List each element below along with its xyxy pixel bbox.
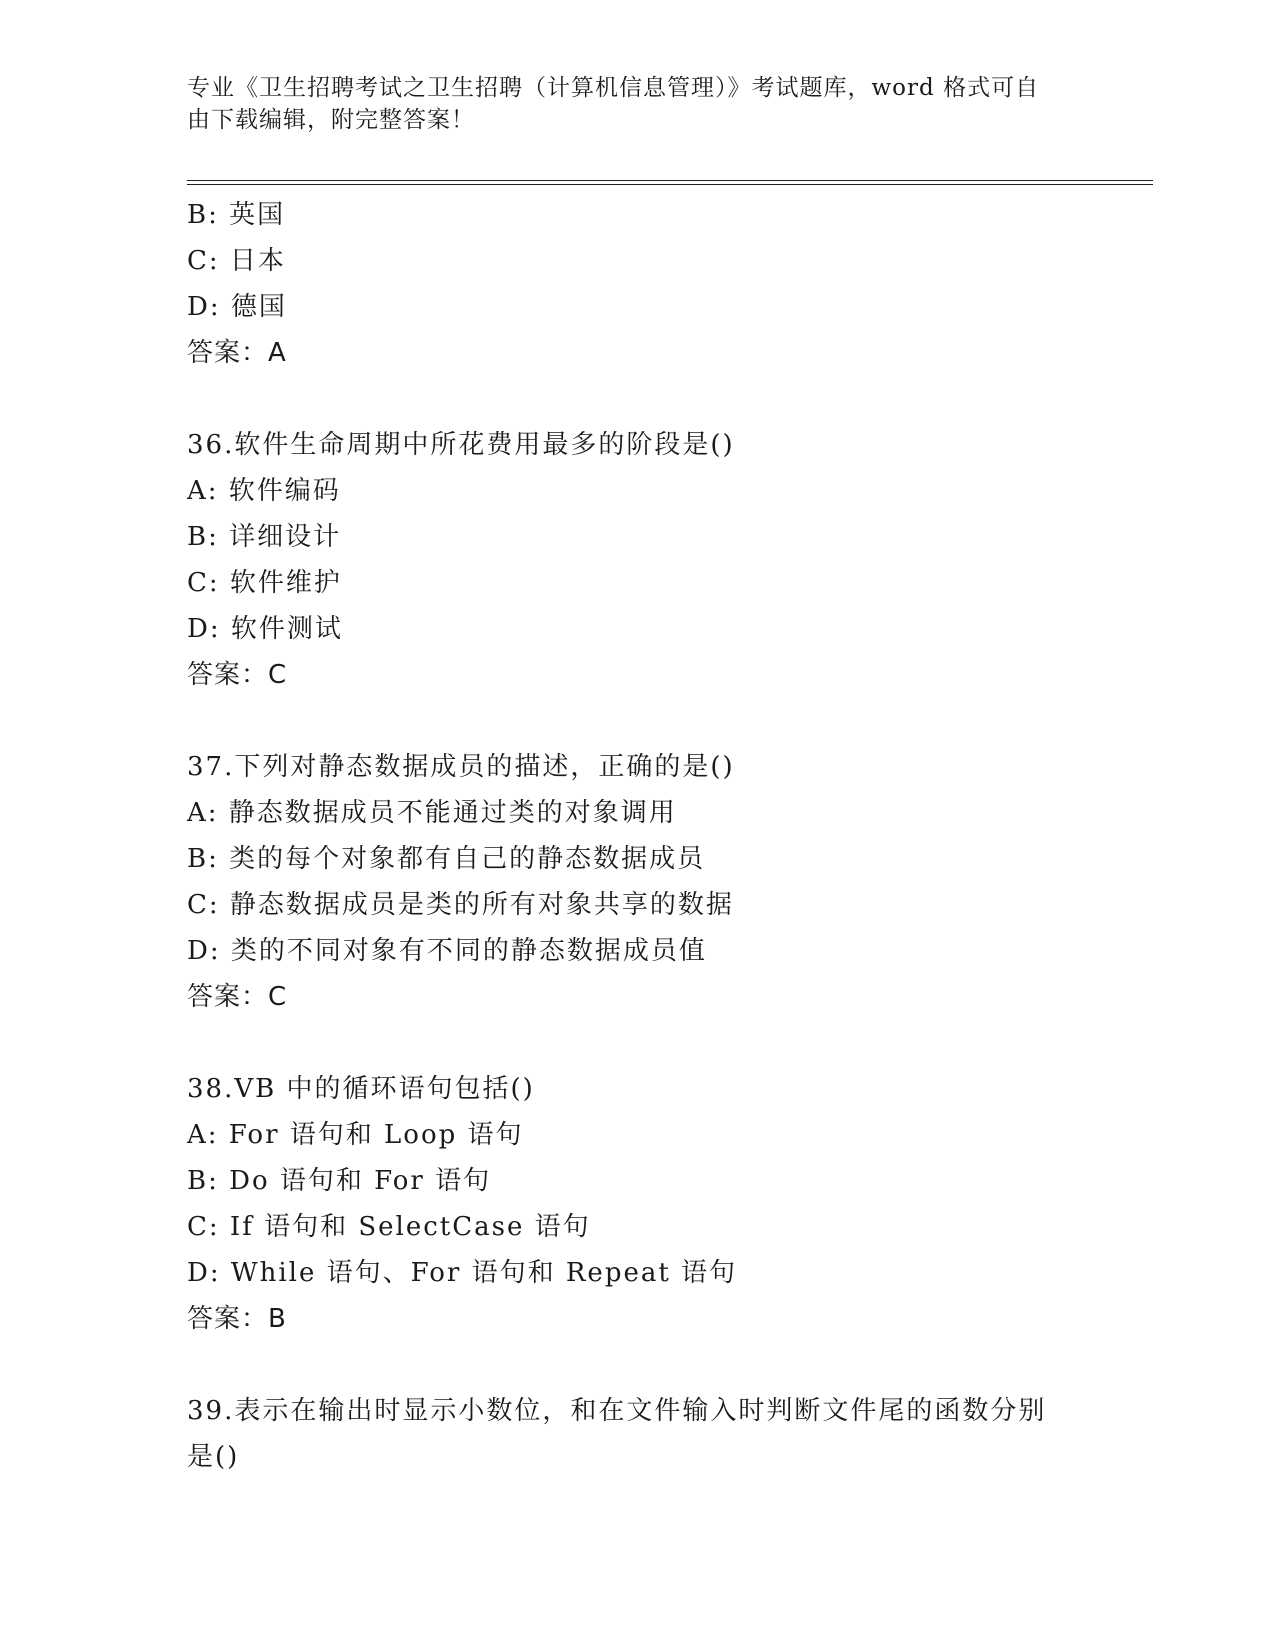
header-line-1: 专业《卫生招聘考试之卫生招聘（计算机信息管理）》考试题库，word 格式可自 — [187, 75, 1040, 101]
answer-line: 答案：C — [187, 660, 288, 690]
spacer — [187, 1020, 1087, 1066]
option-a: A: 静态数据成员不能通过类的对象调用 — [187, 798, 677, 828]
option-c: C: 静态数据成员是类的所有对象共享的数据 — [187, 890, 734, 920]
question-list — [187, 192, 1087, 1480]
document-header — [187, 72, 1067, 136]
question-39 — [187, 1388, 1087, 1480]
question-stem: 36.软件生命周期中所花费用最多的阶段是() — [187, 430, 735, 460]
question-stem: 38.VB 中的循环语句包括() — [187, 1074, 535, 1104]
option-c: C: 日本 — [187, 246, 286, 276]
answer-line: 答案：A — [187, 338, 287, 368]
spacer — [187, 698, 1087, 744]
header-line-2: 由下载编辑，附完整答案！ — [187, 107, 475, 133]
option-b: B: Do 语句和 For 语句 — [187, 1166, 492, 1196]
spacer — [187, 1342, 1087, 1388]
option-b: B: 类的每个对象都有自己的静态数据成员 — [187, 844, 706, 874]
option-d: D: 类的不同对象有不同的静态数据成员值 — [187, 936, 707, 966]
option-d: D: While 语句、For 语句和 Repeat 语句 — [187, 1258, 738, 1288]
option-a: A: For 语句和 Loop 语句 — [187, 1120, 524, 1150]
option-c: C: If 语句和 SelectCase 语句 — [187, 1212, 591, 1242]
question-35-continuation — [187, 192, 1087, 376]
option-d: D: 软件测试 — [187, 614, 343, 644]
spacer — [187, 376, 1087, 422]
answer-line: 答案：C — [187, 982, 288, 1012]
option-a: A: 软件编码 — [187, 476, 341, 506]
question-stem: 37.下列对静态数据成员的描述，正确的是() — [187, 752, 735, 782]
header-divider — [187, 180, 1153, 185]
option-c: C: 软件维护 — [187, 568, 342, 598]
answer-line: 答案：B — [187, 1304, 287, 1334]
question-38 — [187, 1066, 1087, 1342]
question-stem-line-1: 39.表示在输出时显示小数位，和在文件输入时判断文件尾的函数分别 — [187, 1396, 1047, 1426]
question-stem-line-2: 是() — [187, 1442, 240, 1472]
option-b: B: 英国 — [187, 200, 286, 230]
option-d: D: 德国 — [187, 292, 287, 322]
option-b: B: 详细设计 — [187, 522, 342, 552]
question-37 — [187, 744, 1087, 1020]
question-36 — [187, 422, 1087, 698]
